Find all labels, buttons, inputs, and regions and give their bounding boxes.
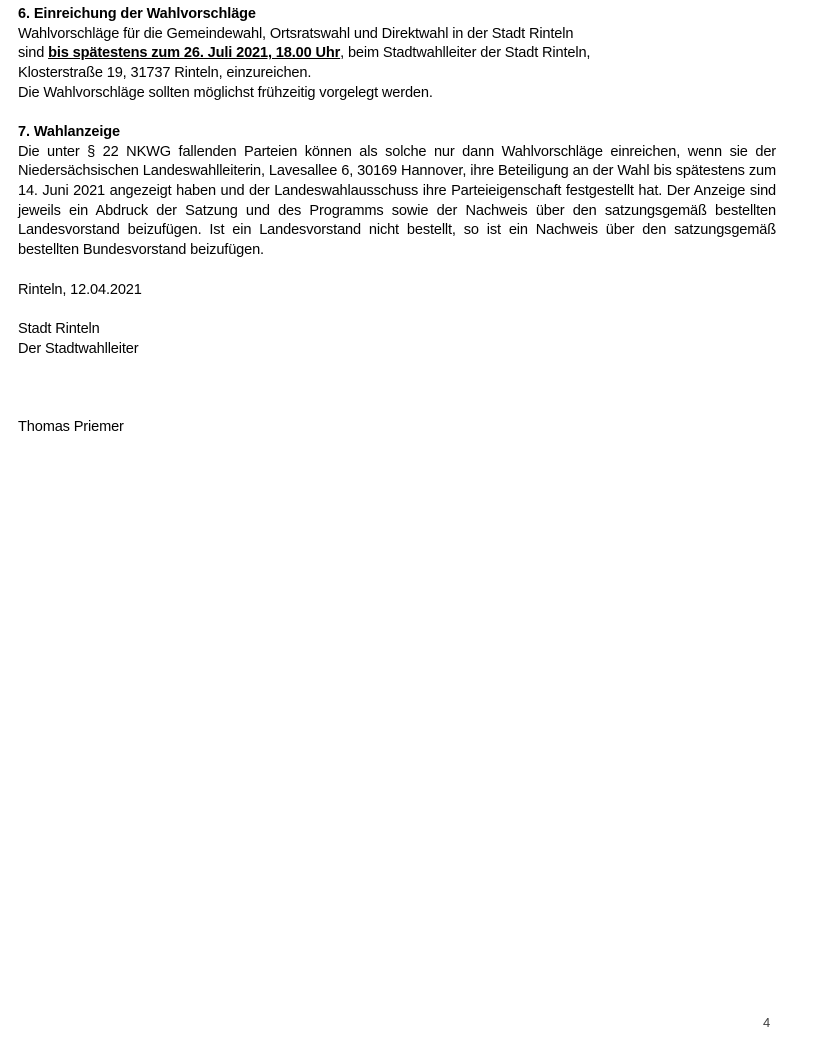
signature-block <box>18 281 776 439</box>
document-content <box>18 5 776 438</box>
page-number: 4 <box>763 1015 771 1030</box>
section-6-line-4: Die Wahlvorschläge sollten möglichst frühzeitig vorgelegt werden. <box>18 84 433 101</box>
signature-inner-spacer <box>18 300 776 320</box>
section-7 <box>18 123 776 261</box>
section-6-line-2-prefix: sind <box>18 45 49 62</box>
signer-name: Thomas Priemer <box>18 419 124 436</box>
section-6-line-1: Wahlvorschläge für die Gemeindewahl, Ortsratswahl und Direktwahl in der Stadt Rinteln <box>18 25 574 42</box>
section-7-heading: 7. Wahlanzeige <box>18 124 121 140</box>
section-6-line-2-suffix: , beim Stadtwahlleiter der Stadt Rinteln, <box>340 45 591 62</box>
authority-name: Stadt Rinteln <box>18 320 100 337</box>
section-6-line-3: Klosterstraße 19, 31737 Rinteln, einzureichen. <box>18 65 312 81</box>
section-7-body: Die unter § 22 NKWG fallenden Parteien können als solche nur dann Wahlvorschläge einreichen, wenn sie der Niedersächsischen Landeswahlleiterin, Lavesallee 6, 30169 Hannover, ihre Beteiligung an der Wahl bis spätestens zum 14. Juni 2021 angezeigt haben und der Landeswahlausschuss ihre Parteieigenschaft festgestellt hat. Der Anzeige sind jeweils ein Abdruck der Satzung und des Programms sowie der Nachweis über den satzungsgemäß bestellten Landesvorstand beizufügen. Ist ein Landesvorstand nicht bestellt, so ist ein Nachweis über den satzungsgemäß bestellten Bundesvorstand beizufügen. <box>18 143 776 259</box>
section-6-heading: 6. Einreichung der Wahlvorschläge <box>18 6 256 22</box>
signature-space <box>18 359 776 418</box>
section-6-line-2 <box>18 44 776 64</box>
section-6-deadline-emphasis: bis spätestens zum 26. Juli 2021, 18.00 Uhr <box>48 45 341 62</box>
authority-role: Der Stadtwahlleiter <box>18 340 139 357</box>
place-and-date: Rinteln, 12.04.2021 <box>18 281 142 298</box>
section-6 <box>18 5 776 103</box>
signature-top-spacer <box>18 261 776 281</box>
section-spacer <box>18 103 776 123</box>
